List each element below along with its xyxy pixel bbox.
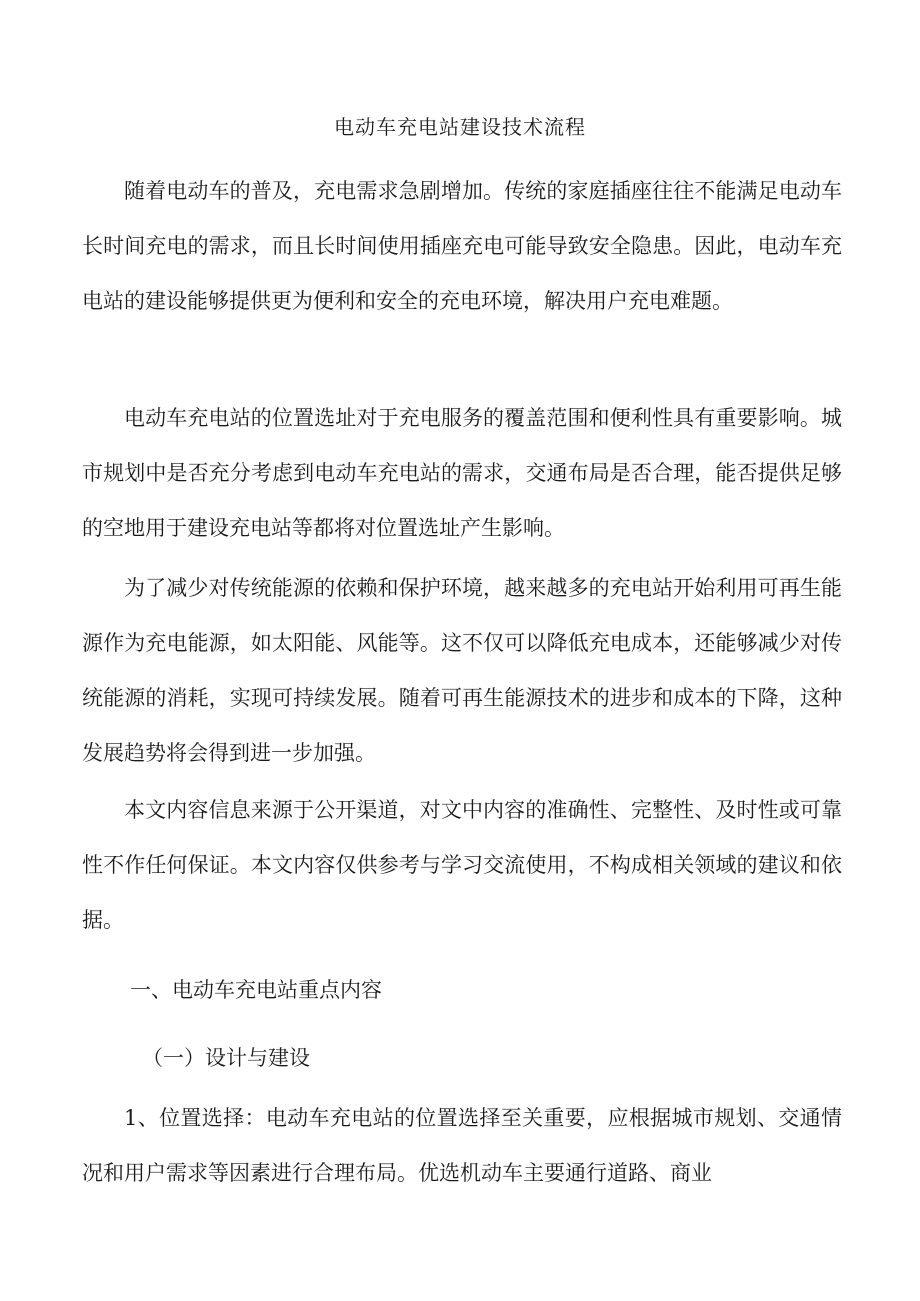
subsection-heading: （一）设计与建设 <box>142 1046 310 1070</box>
paragraph-4: 本文内容信息来源于公开渠道，对文中内容的准确性、完整性、及时性或可靠性不作任何保证。本文内容仅供参考与学习交流使用，不构成相关领域的建议和依据。 <box>82 798 842 932</box>
section-heading: 一、电动车充电站重点内容 <box>130 978 382 1002</box>
paragraph-1: 随着电动车的普及，充电需求急剧增加。传统的家庭插座往往不能满足电动车长时间充电的需求，而且长时间使用插座充电可能导致安全隐患。因此，电动车充电站的建设能够提供更为便利和安全的充电环境，解决用户充电难题。 <box>82 179 842 313</box>
document-title: 电动车充电站建设技术流程 <box>334 115 586 139</box>
paragraph-2: 电动车充电站的位置选址对于充电服务的覆盖范围和便利性具有重要影响。城市规划中是否充分考虑到电动车充电站的需求，交通布局是否合理，能否提供足够的空地用于建设充电站等都将对位置选址产生影响。 <box>82 406 842 540</box>
paragraph-3: 为了减少对传统能源的依赖和保护环境，越来越多的充电站开始利用可再生能源作为充电能源，如太阳能、风能等。这不仅可以降低充电成本，还能够减少对传统能源的消耗，实现可持续发展。随着可再生能源技术的进步和成本的下降，这种发展趋势将会得到进一步加强。 <box>82 576 842 765</box>
list-item-1: 1、位置选择：电动车充电站的位置选择至关重要，应根据城市规划、交通情况和用户需求等因素进行合理布局。优选机动车主要通行道路、商业 <box>82 1106 842 1185</box>
